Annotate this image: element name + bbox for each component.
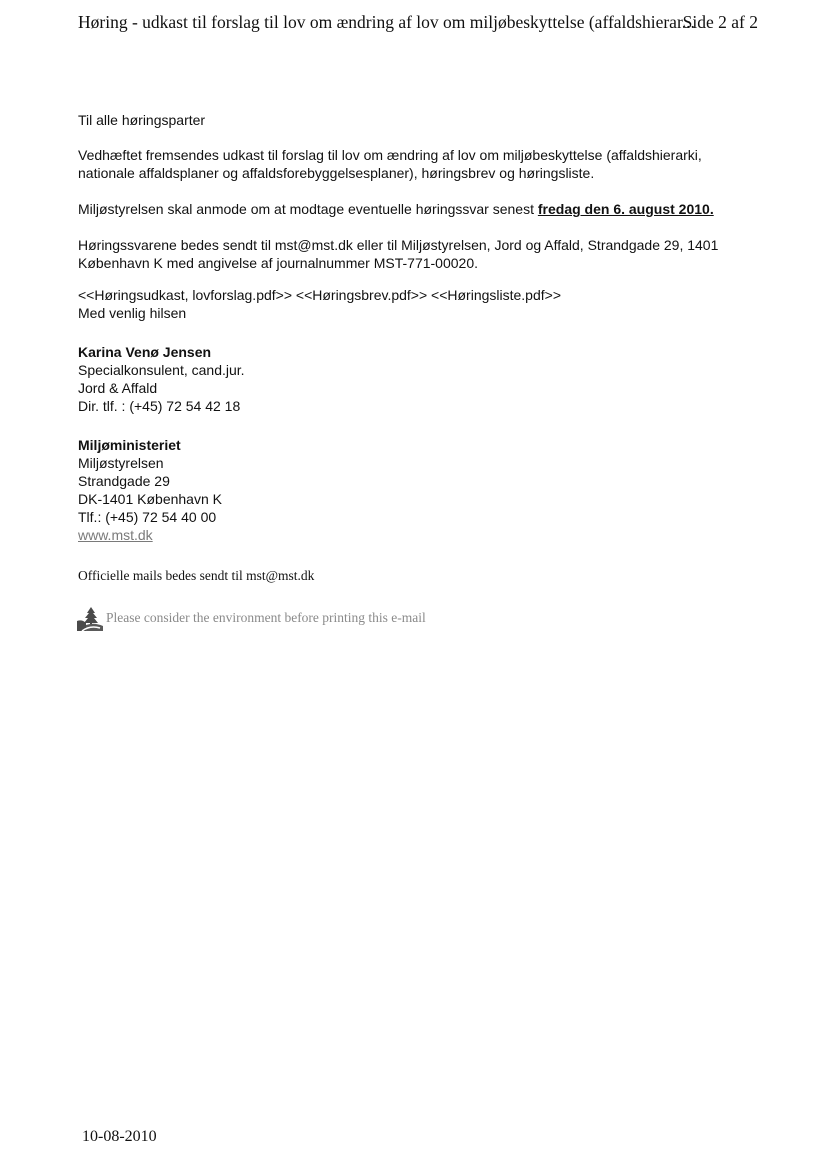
- website-link[interactable]: www.mst.dk: [78, 527, 153, 543]
- signature-block: [78, 343, 758, 415]
- print-date: 10-08-2010: [82, 1128, 157, 1145]
- attachments-block: [78, 286, 758, 322]
- paragraph-line: nationale affaldsplaner og affaldsforebyggelsesplaner), høringsbrev og høringsliste.: [78, 165, 595, 181]
- organization-block: [78, 436, 758, 544]
- sender-unit: Jord & Affald: [78, 380, 158, 396]
- closing: Med venlig hilsen: [78, 305, 187, 321]
- paragraph-deadline: [78, 200, 758, 218]
- paragraph-line: København K med angivelse af journalnummer MST-771-00020.: [78, 255, 478, 271]
- city-address: DK-1401 København K: [78, 491, 222, 507]
- deadline-text: Miljøstyrelsen skal anmode om at modtage eventuelle høringssvar senest: [78, 201, 538, 217]
- official-mail-note: Officielle mails bedes sendt til mst@mst.dk: [78, 568, 315, 583]
- environment-note: Please consider the environment before printing this e-mail: [106, 610, 426, 625]
- attachments-list[interactable]: <<Høringsudkast, lovforslag.pdf>> <<Høringsbrev.pdf>> <<Høringsliste.pdf>>: [78, 287, 561, 303]
- page-number: Side 2 af 2: [682, 12, 758, 32]
- paragraph-submission: [78, 236, 758, 272]
- paragraph-line: Høringssvarene bedes sendt til mst@mst.dk eller til Miljøstyrelsen, Jord og Affald, Strandgade 29, 1401: [78, 237, 719, 253]
- sender-phone: Dir. tlf. : (+45) 72 54 42 18: [78, 398, 241, 414]
- greeting: Til alle høringsparter: [78, 112, 206, 128]
- sender-position: Specialkonsulent, cand.jur.: [78, 362, 245, 378]
- document-title: Høring - udkast til forslag til lov om ændring af lov om miljøbeskyttelse (affaldshierar...: [78, 12, 695, 32]
- paragraph-line: Vedhæftet fremsendes udkast til forslag til lov om ændring af lov om miljøbeskyttelse (affaldshierarki,: [78, 147, 702, 163]
- sender-name: Karina Venø Jensen: [78, 344, 212, 360]
- street-address: Strandgade 29: [78, 473, 170, 489]
- agency-name: Miljøstyrelsen: [78, 455, 164, 471]
- deadline-date: fredag den 6. august 2010.: [537, 201, 714, 217]
- organization-phone: Tlf.: (+45) 72 54 40 00: [78, 509, 217, 525]
- ministry-name: Miljøministeriet: [78, 437, 181, 453]
- tree-icon: [76, 606, 104, 632]
- paragraph-attachment-intro: [78, 146, 758, 182]
